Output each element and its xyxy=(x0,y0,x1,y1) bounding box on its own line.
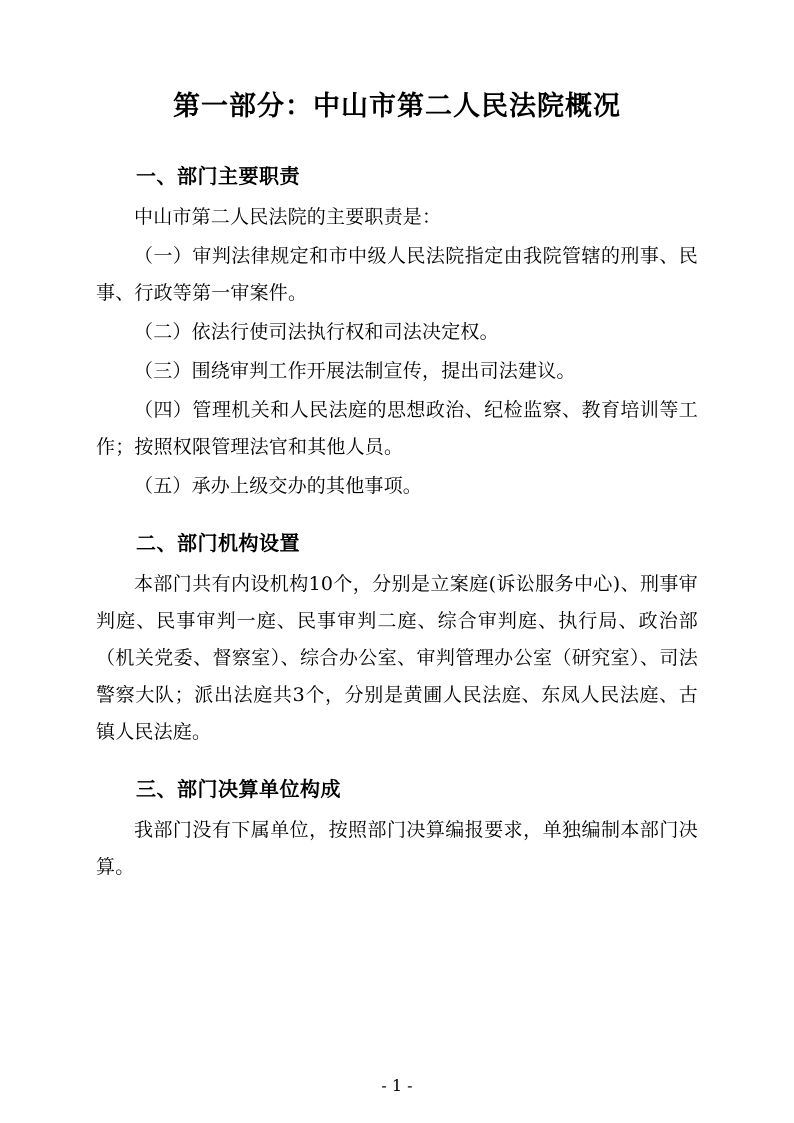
paragraph: （五）承办上级交办的其他事项。 xyxy=(134,475,423,498)
paragraph: （四）管理机关和人民法庭的思想政治、纪检监察、教育培训等工作；按照权限管理法官和其他人员。 xyxy=(96,399,698,459)
section-body xyxy=(96,566,698,751)
paragraph: （三）围绕审判工作开展法制宣传，提出司法建议。 xyxy=(134,359,576,382)
paragraph: （二）依法行使司法执行权和司法决定权。 xyxy=(134,320,499,343)
paragraph: 本部门共有内设机构10个，分别是立案庭(诉讼服务中心)、刑事审判庭、民事审判一庭、民事审判二庭、综合审判庭、执行局、政治部（机关党委、督察室）、综合办公室、审判管理办公室（研究室）、司法警察大队；派出法庭共3个，分别是黄圃人民法庭、东凤人民法庭、古镇人民法庭。 xyxy=(96,573,698,744)
section-body xyxy=(96,812,698,886)
section-heading: 三、部门决算单位构成 xyxy=(136,777,341,802)
section-heading: 一、部门主要职责 xyxy=(136,163,300,188)
section-duties xyxy=(96,160,698,505)
page-number: - 1 - xyxy=(381,1076,413,1095)
section-structure xyxy=(96,527,698,751)
page-title: 第一部分：中山市第二人民法院概况 xyxy=(173,91,621,122)
section-body xyxy=(96,199,698,505)
paragraph: 我部门没有下属单位，按照部门决算编报要求，单独编制本部门决算。 xyxy=(96,819,698,879)
paragraph: （一）审判法律规定和市中级人民法院指定由我院管辖的刑事、民事、行政等第一审案件。 xyxy=(96,244,698,304)
paragraph: 中山市第二人民法院的主要职责是： xyxy=(134,205,442,228)
section-final-accounts-units xyxy=(96,773,698,886)
section-heading: 二、部门机构设置 xyxy=(136,531,300,556)
